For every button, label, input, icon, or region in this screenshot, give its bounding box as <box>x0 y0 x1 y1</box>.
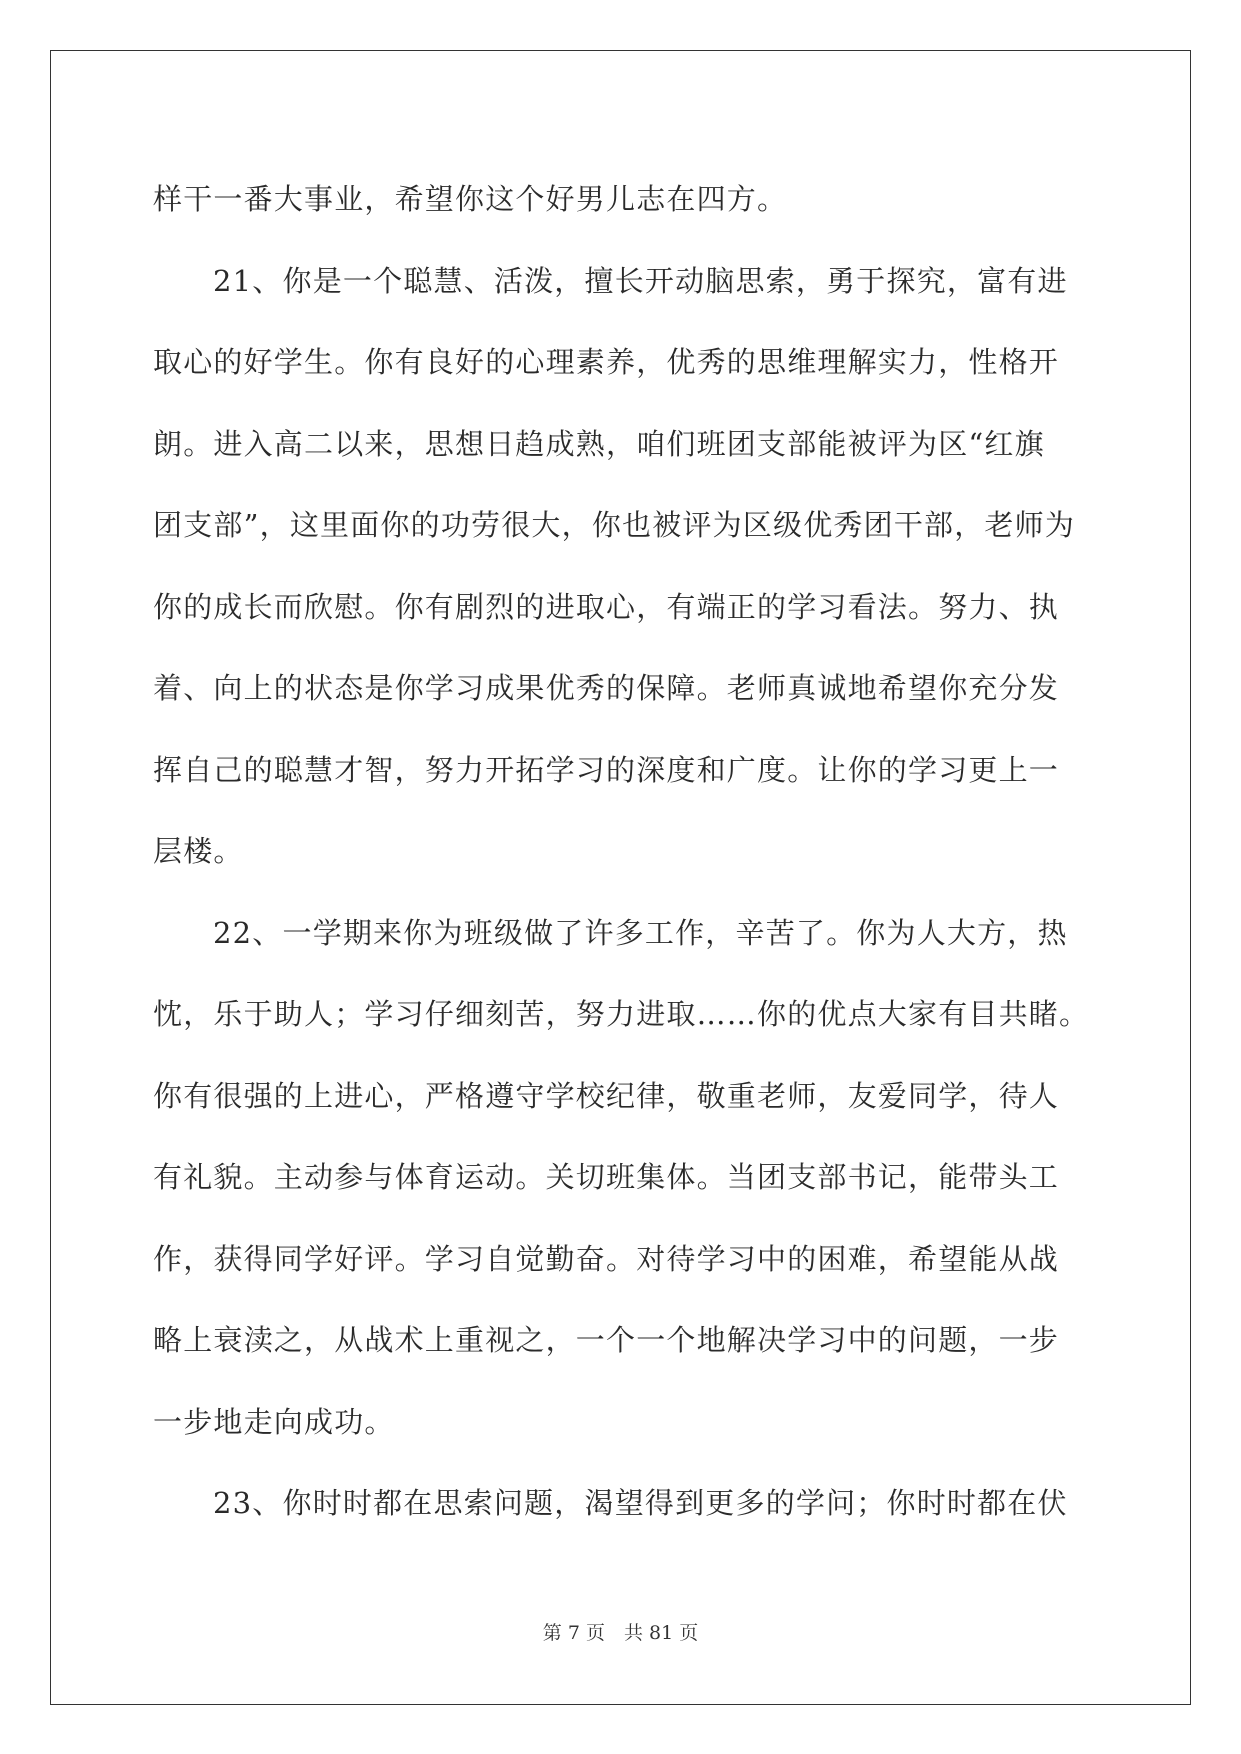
text-line: 23、你时时都在思索问题，渴望得到更多的学问；你时时都在伏 <box>213 1486 1068 1520</box>
text-line: 略上衰渎之，从战术上重视之，一个一个地解决学习中的问题，一步 <box>153 1323 1060 1357</box>
text-line: 层楼。 <box>153 834 244 868</box>
text-line: 忱，乐于助人；学习仔细刻苦，努力进取……你的优点大家有目共睹。 <box>153 997 1090 1031</box>
text-line: 一步地走向成功。 <box>153 1404 395 1439</box>
text-line: 有礼貌。主动参与体育运动。关切班集体。当团支部书记，能带头工 <box>153 1160 1060 1194</box>
text-line: 朗。进入高二以来，思想日趋成熟，咱们班团支部能被评为区“红旗 <box>153 426 1045 461</box>
text-line: 作，获得同学好评。学习自觉勤奋。对待学习中的困难，希望能从战 <box>153 1241 1060 1276</box>
text-line: 挥自己的聪慧才智，努力开拓学习的深度和广度。让你的学习更上一 <box>153 752 1060 787</box>
text-line: 取心的好学生。你有良好的心理素养，优秀的思维理解实力，性格开 <box>153 345 1060 379</box>
document-body <box>153 159 1093 1545</box>
page-footer <box>0 1618 1241 1645</box>
text-line: 你的成长而欣慰。你有剧烈的进取心，有端正的学习看法。努力、执 <box>153 589 1060 624</box>
text-line: 团支部”，这里面你的功劳很大，你也被评为区级优秀团干部，老师为 <box>153 508 1076 542</box>
page-number-label: 第 7 页 共 81 页 <box>542 1622 699 1644</box>
text-line: 你有很强的上进心，严格遵守学校纪律，敬重老师，友爱同学，待人 <box>153 1078 1060 1113</box>
text-line: 22、一学期来你为班级做了许多工作，辛苦了。你为人大方，热 <box>213 915 1068 950</box>
text-line: 着、向上的状态是你学习成果优秀的保障。老师真诚地希望你充分发 <box>153 671 1060 705</box>
text-line: 21、你是一个聪慧、活泼，擅长开动脑思索，勇于探究，富有进 <box>213 263 1068 298</box>
text-line: 样干一番大事业，希望你这个好男儿志在四方。 <box>153 182 788 216</box>
